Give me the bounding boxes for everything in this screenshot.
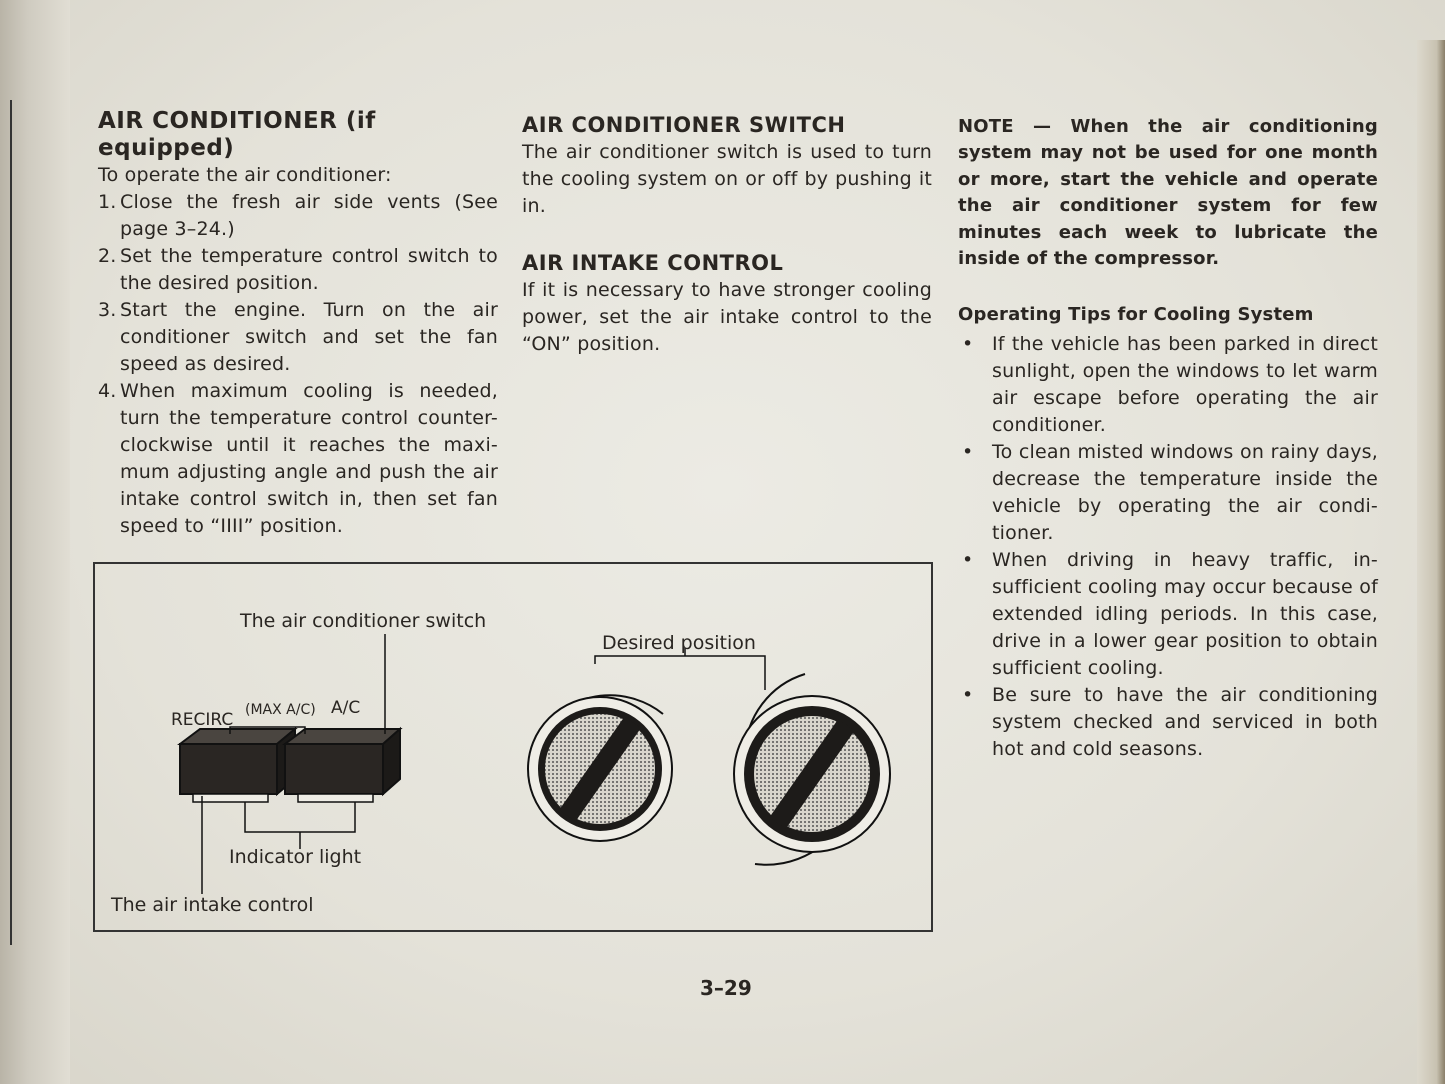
switch-text: The air conditioner switch is used to turn the cooling system on or off by pushing it in. (522, 141, 932, 217)
note-section (958, 114, 1378, 763)
list-item: • To clean misted windows on rainy days, decrease the temperature inside the vehicle by operating the air condi-tioner. (962, 440, 1378, 544)
list-item: 4. When maximum cooling is needed, turn the temperature control counter-clockwise until it reaches the maxi-mum adjusting angle and push the air intake control switch in, then set fan speed to “IIII” position. (98, 380, 498, 537)
label-recirc: RECIRC (171, 710, 234, 730)
page-number: 3–29 (700, 976, 752, 1000)
section-title: AIR CONDITIONER (if equipped) (98, 108, 376, 161)
switch-section (522, 112, 932, 358)
label-switch: The air conditioner switch (240, 610, 487, 632)
dial-illustration (528, 648, 890, 865)
list-item: 1. Close the fresh air side vents (See page 3–24.) (98, 191, 498, 240)
tips-title: Operating Tips for Cooling System (958, 304, 1314, 326)
list-item: • Be sure to have the air conditioning system checked and serviced in both hot and cold seasons. (962, 683, 1378, 760)
switch-title: AIR CONDITIONER SWITCH (522, 113, 846, 137)
controls-illustration (95, 564, 931, 930)
controls-figure (93, 562, 933, 932)
list-item: • When driving in heavy traffic, in-sufficient cooling may occur because of extended idling periods. In this case, drive in a lower gear position to obtain sufficient cooling. (962, 548, 1378, 679)
note-text: NOTE — When the air conditioning system may not be used for one month or more, start the vehicle and operate the air conditioner system for few minutes each week to lubricate the inside of the compressor. (958, 116, 1378, 270)
right-page-edge (1417, 40, 1445, 1084)
intake-text: If it is necessary to have stronger cooling power, set the air intake control to the “ON” position. (522, 279, 932, 355)
left-page-edge (0, 100, 12, 945)
intake-title: AIR INTAKE CONTROL (522, 251, 784, 275)
label-ac: A/C (331, 698, 361, 718)
tips-list (958, 331, 1378, 763)
list-item: • If the vehicle has been parked in direct sunlight, open the windows to let warm air escape before operating the air conditioner. (962, 332, 1378, 436)
list-item: 2. Set the temperature control switch to the desired position. (98, 245, 498, 294)
steps-list (98, 189, 498, 540)
label-max-ac: (MAX A/C) (245, 702, 316, 718)
label-desired: Desired position (602, 632, 756, 654)
air-conditioner-section (98, 108, 498, 540)
list-item: 3. Start the engine. Turn on the air conditioner switch and set the fan speed as desired. (98, 299, 498, 375)
label-indicator: Indicator light (229, 846, 362, 868)
label-intake: The air intake control (111, 894, 314, 916)
intro-text: To operate the air conditioner: (98, 164, 392, 186)
